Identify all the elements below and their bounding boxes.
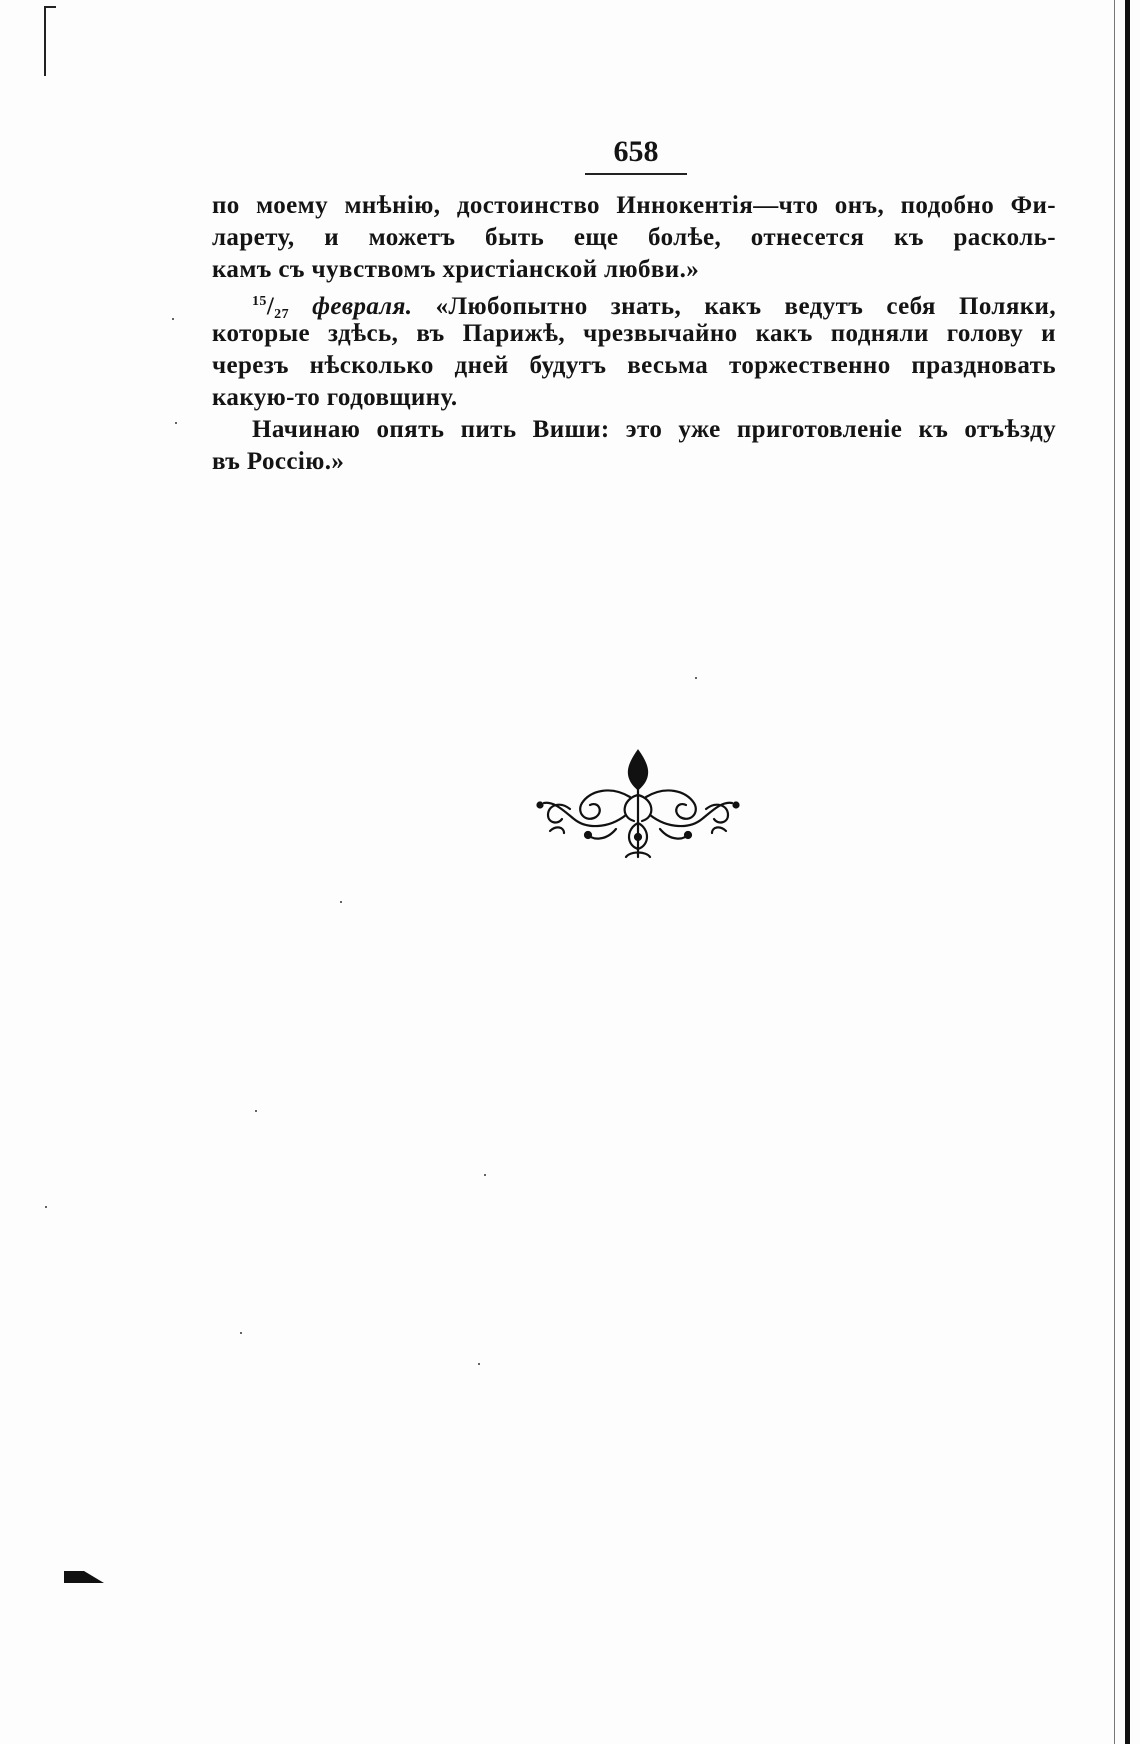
scan-speck [484,1174,486,1176]
scan-speck [478,1363,480,1365]
dated-entry-line [212,286,1057,322]
text-line: камъ съ чувствомъ христіанской любви.» [212,256,700,283]
scan-speck [175,422,177,424]
page-edge-shadow [1125,0,1130,1744]
scan-arrow-icon [64,1569,104,1585]
date-month: февраля. [312,293,413,320]
text-line: въ Россію.» [212,448,345,475]
text-line: ларету, и можетъ быть еще болѣе, отнесется къ расколь- [212,224,1056,251]
text-line: черезъ нѣсколько дней будутъ весьма торжественно праздновать [212,352,1056,379]
text-line: которые здѣсь, въ Парижѣ, чрезвычайно какъ подняли голову и [212,320,1056,347]
date-fraction: $^{15}/_{27}$ [252,293,289,322]
page-number: 658 [585,135,687,175]
body-text [212,190,1056,478]
fleuron-ornament-icon [530,745,746,865]
text-line: какую-то годовщину. [212,384,458,411]
scan-corner-mark [44,6,58,76]
scan-speck [695,677,697,679]
scan-speck [45,1206,47,1208]
scan-speck [172,318,174,320]
scan-speck [255,1110,257,1112]
page-edge-line [1114,0,1115,1744]
scan-speck [340,901,342,903]
scan-speck [240,1332,242,1334]
text-line: по моему мнѣнію, достоинство Иннокентія—что онъ, подобно Фи- [212,192,1056,219]
text-line: Начинаю опять пить Виши: это уже приготовленіе къ отъѣзду [252,416,1056,443]
text-line-rest: «Любопытно знать, какъ ведутъ себя Поляки, [435,293,1057,320]
